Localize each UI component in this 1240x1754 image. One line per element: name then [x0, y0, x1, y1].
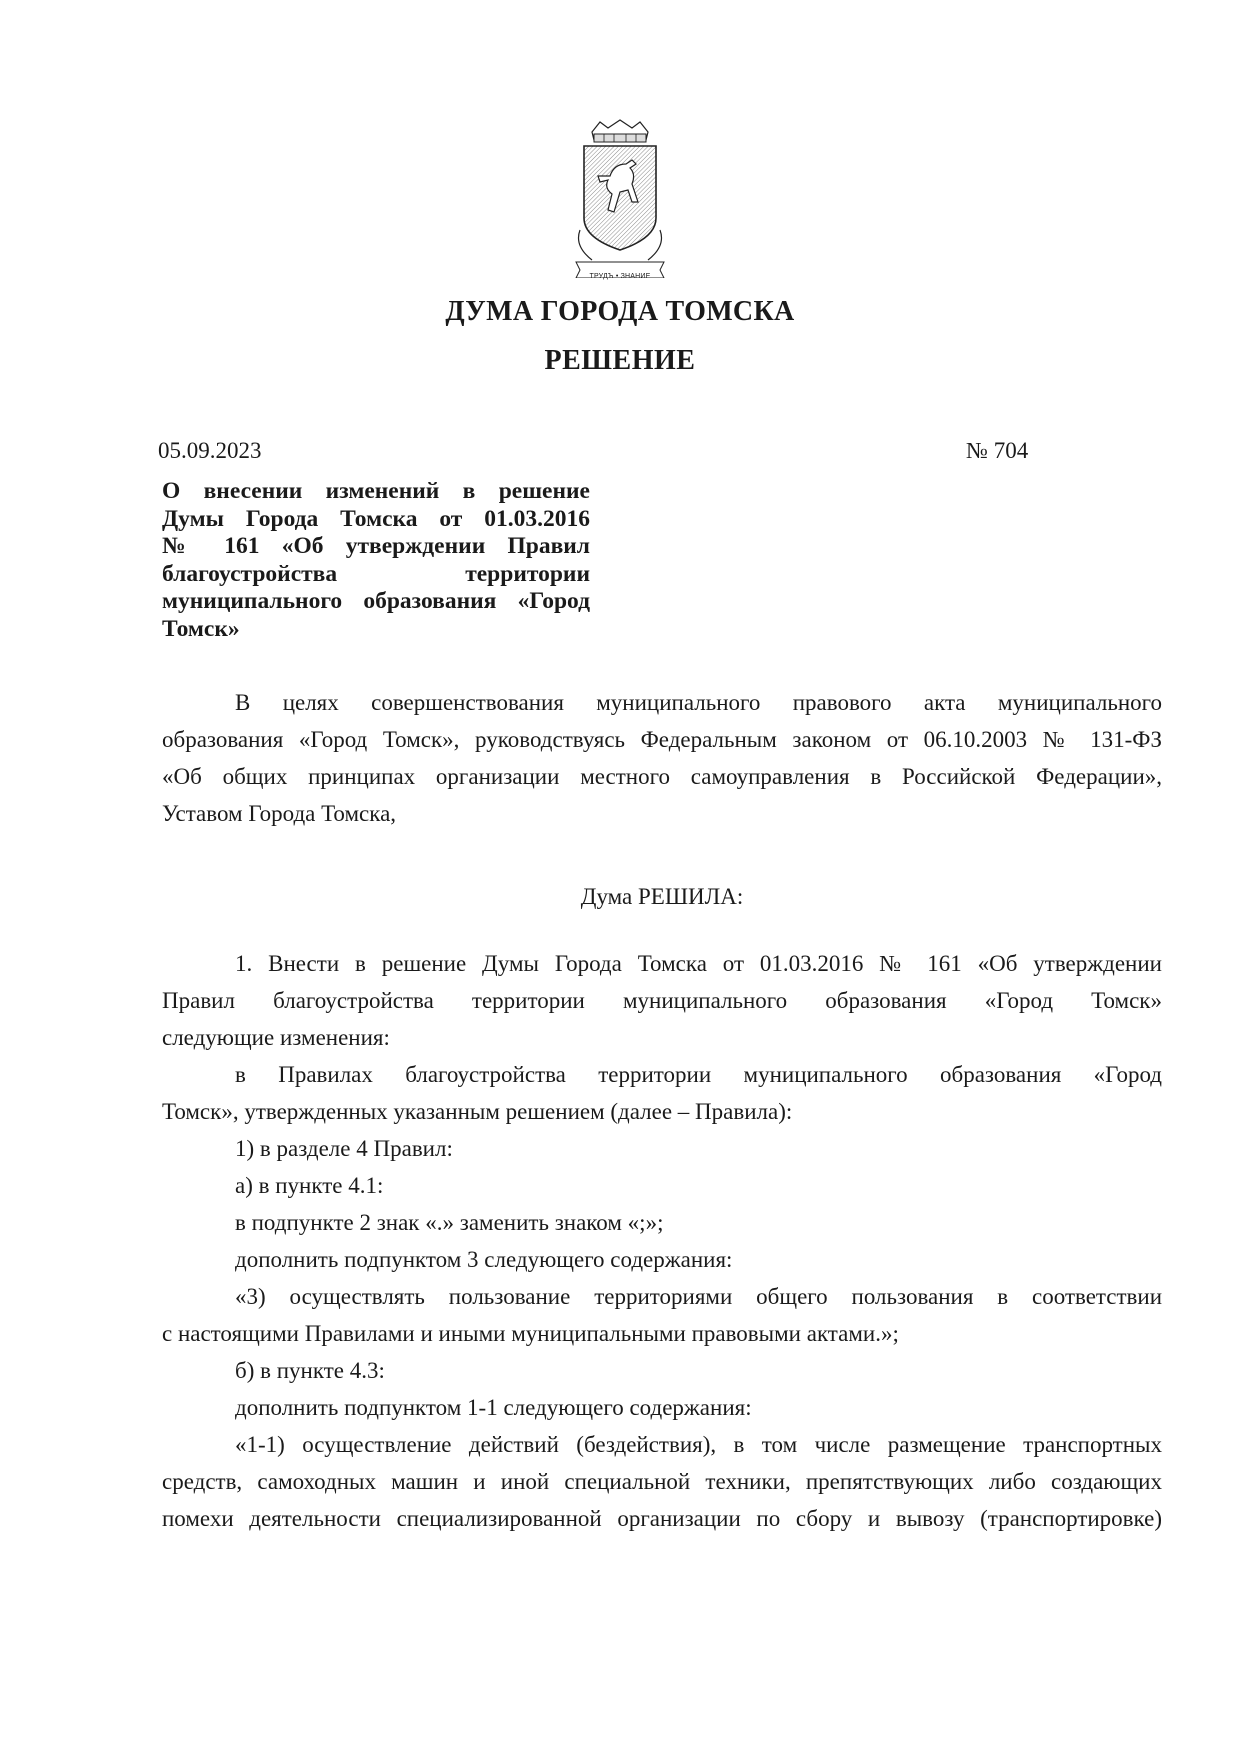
subject-line: О внесении изменений в решение	[162, 478, 590, 504]
preamble-paragraph	[162, 684, 1162, 832]
text-line: средств, самоходных машин и иной специальной техники, препятствующих либо создающих	[162, 1469, 1162, 1494]
document-number: № 704	[966, 438, 1029, 463]
subject-line: благоустройства территории	[162, 560, 590, 587]
text-line: «3) осуществлять пользование территориями общего пользования в соответствии	[235, 1284, 1162, 1309]
text-line: в подпункте 2 знак «.» заменить знаком «;»;	[235, 1210, 664, 1235]
resolved-heading: Дума РЕШИЛА:	[580, 884, 744, 909]
subject-line: муниципального образования «Город	[162, 588, 590, 614]
text-line: следующие изменения:	[162, 1025, 390, 1050]
text-line: а) в пункте 4.1:	[235, 1173, 384, 1198]
subject-line: № 161 «Об утверждении Правил	[162, 533, 590, 559]
text-line: с настоящими Правилами и иными муниципальными правовыми актами.»;	[162, 1321, 899, 1346]
text-line: Уставом Города Томска,	[162, 801, 397, 826]
text-line: дополнить подпунктом 1-1 следующего содержания:	[235, 1395, 752, 1420]
text-line: «1-1) осуществление действий (бездействия), в том числе размещение транспортных	[235, 1432, 1162, 1457]
text-line: 1) в разделе 4 Правил:	[235, 1136, 453, 1161]
decision-items	[162, 945, 1162, 1537]
text-line: образования «Город Томск», руководствуясь Федеральным законом от 06.10.2003 № 131-ФЗ	[162, 727, 1162, 752]
text-line: 1. Внести в решение Думы Города Томска от 01.03.2016 № 161 «Об утверждении	[235, 951, 1162, 976]
text-line: дополнить подпунктом 3 следующего содержания:	[235, 1247, 733, 1272]
emblem-motto: ТРУДЪ • ЗНАНИЕ	[589, 273, 651, 280]
text-line: помехи деятельности специализированной организации по сбору и вывозу (транспортировке)	[162, 1506, 1162, 1531]
document-date: 05.09.2023	[158, 438, 262, 463]
text-line: в Правилах благоустройства территории муниципального образования «Город	[235, 1062, 1162, 1087]
organization-title: ДУМА ГОРОДА ТОМСКА	[445, 296, 795, 327]
coat-of-arms-icon	[570, 118, 670, 278]
text-line: Томск», утвержденных указанным решением (далее – Правила):	[162, 1099, 793, 1124]
text-line: «Об общих принципах организации местного самоуправления в Российской Федерации»,	[162, 764, 1162, 789]
document-type-title: РЕШЕНИЕ	[544, 345, 696, 376]
text-line: В целях совершенствования муниципального правового акта муниципального	[235, 690, 1162, 715]
subject-line: Думы Города Томска от 01.03.2016	[162, 505, 590, 532]
text-line: Правил благоустройства территории муниципального образования «Город Томск»	[162, 988, 1162, 1013]
coat-of-arms-emblem	[570, 118, 670, 290]
subject-line: Томск»	[162, 615, 240, 642]
document-subject	[162, 478, 590, 643]
text-line: б) в пункте 4.3:	[235, 1358, 385, 1383]
